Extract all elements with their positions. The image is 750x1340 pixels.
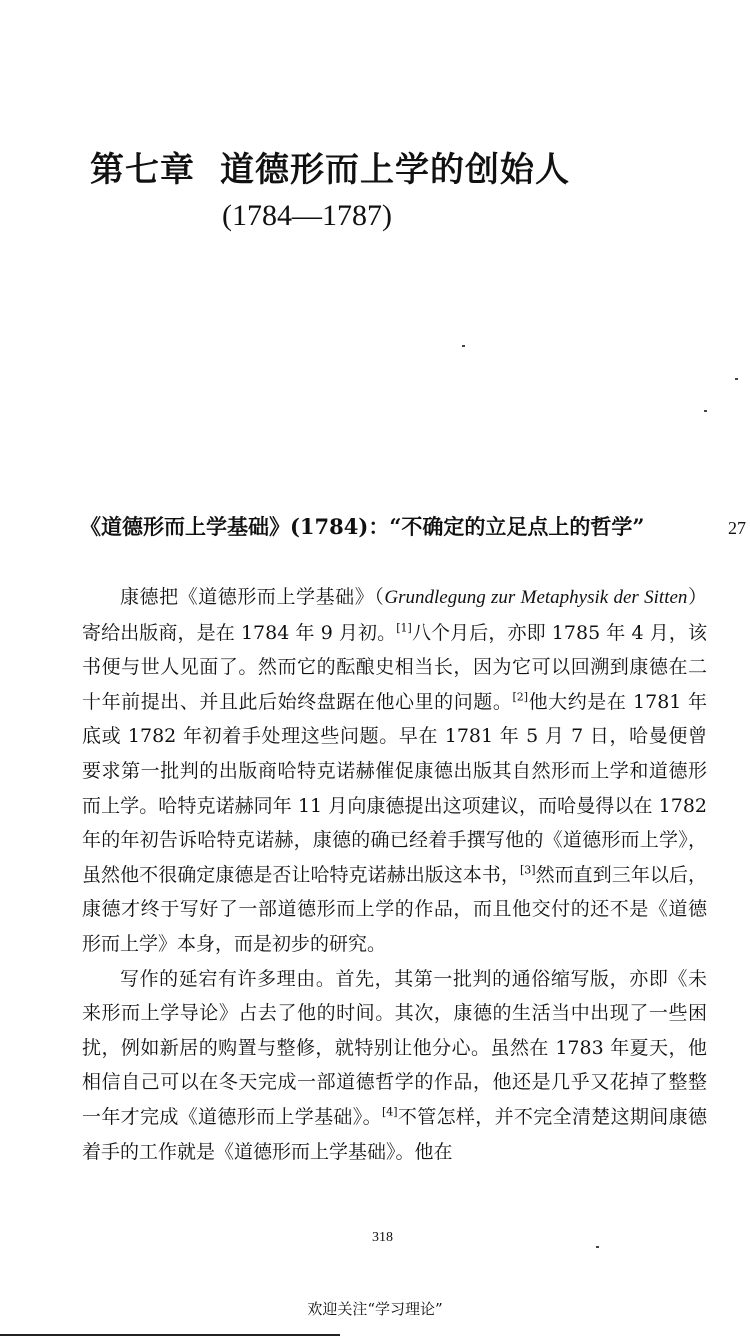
body-text [82, 580, 707, 1169]
margin-page-number: 27 [728, 518, 746, 538]
footnote-ref: [4] [381, 1105, 398, 1119]
italic-title: Grundlegung zur Metaphysik der Sitten [384, 587, 688, 608]
chapter-title: 道德形而上学的创始人 [220, 150, 570, 190]
footnote-ref: [1] [396, 621, 412, 635]
text-run: 康德把《道德形而上学基础》（ [120, 586, 385, 608]
scan-speck [704, 410, 707, 412]
text-run: ）寄给出版商，是在 1784 年 9 月初。 [82, 586, 707, 644]
text-run: 然而直到三年以后，康德才终于写好了一部道德形而上学的作品，而且他交付的还不是《道德形而上学》本身，而是初步的研究。 [82, 863, 707, 955]
section-title: 《道德形而上学基础》(1784)：“不确定的立足点上的哲学” [80, 514, 645, 539]
text-run: 八个月后，亦即 1785 年 4 月，该书便与世人见面了。然而它的酝酿史相当长，因为它可以回溯到康德在二十年前提出、并且此后始终盘踞在他心里的问题。 [82, 621, 707, 713]
bottom-rule [0, 1334, 340, 1336]
paragraph [82, 580, 707, 962]
chapter-label: 第七章 [90, 150, 195, 190]
footnote-ref: [3] [520, 863, 536, 877]
paragraph [82, 962, 707, 1170]
footer-note: 欢迎关注“学习理论” [307, 1300, 443, 1318]
scan-speck [462, 345, 465, 347]
chapter-heading [90, 146, 570, 194]
text-run: 写作的延宕有许多理由。首先，其第一批判的通俗缩写版，亦即《未来形而上学导论》占去了他的时间。其次，康德的生活当中出现了一些困扰，例如新居的购置与整修，就特别让他分心。虽然在 1783 年夏天，他相信自己可以在冬天完成一部道德哲学的作品，他还是几乎又花掉了整整一年才完成《道德形而上学基础》。 [82, 967, 707, 1128]
text-run: 他大约是在 1781 年底或 1782 年初着手处理这些问题。早在 1781 年 5 月 7 日，哈曼便曾要求第一批判的出版商哈特克诺赫催促康德出版其自然形而上学和道德形而上学。哈特克诺赫同年 11 月向康德提出这项建议，而哈曼得以在 1782 年的年初告诉哈特克诺赫，康德的确已经着手撰写他的《道德形而上学》，虽然他不很确定康德是否让哈特克诺赫出版这本书， [82, 690, 707, 886]
text-run: 不管怎样，并不完全清楚这期间康德着手的工作就是《道德形而上学基础》。他在 [82, 1105, 707, 1163]
chapter-years: (1784—1787) [222, 199, 392, 232]
page-number: 318 [372, 1230, 393, 1245]
footnote-ref: [2] [512, 690, 529, 704]
scan-speck [735, 378, 738, 380]
scan-speck [596, 1246, 599, 1248]
